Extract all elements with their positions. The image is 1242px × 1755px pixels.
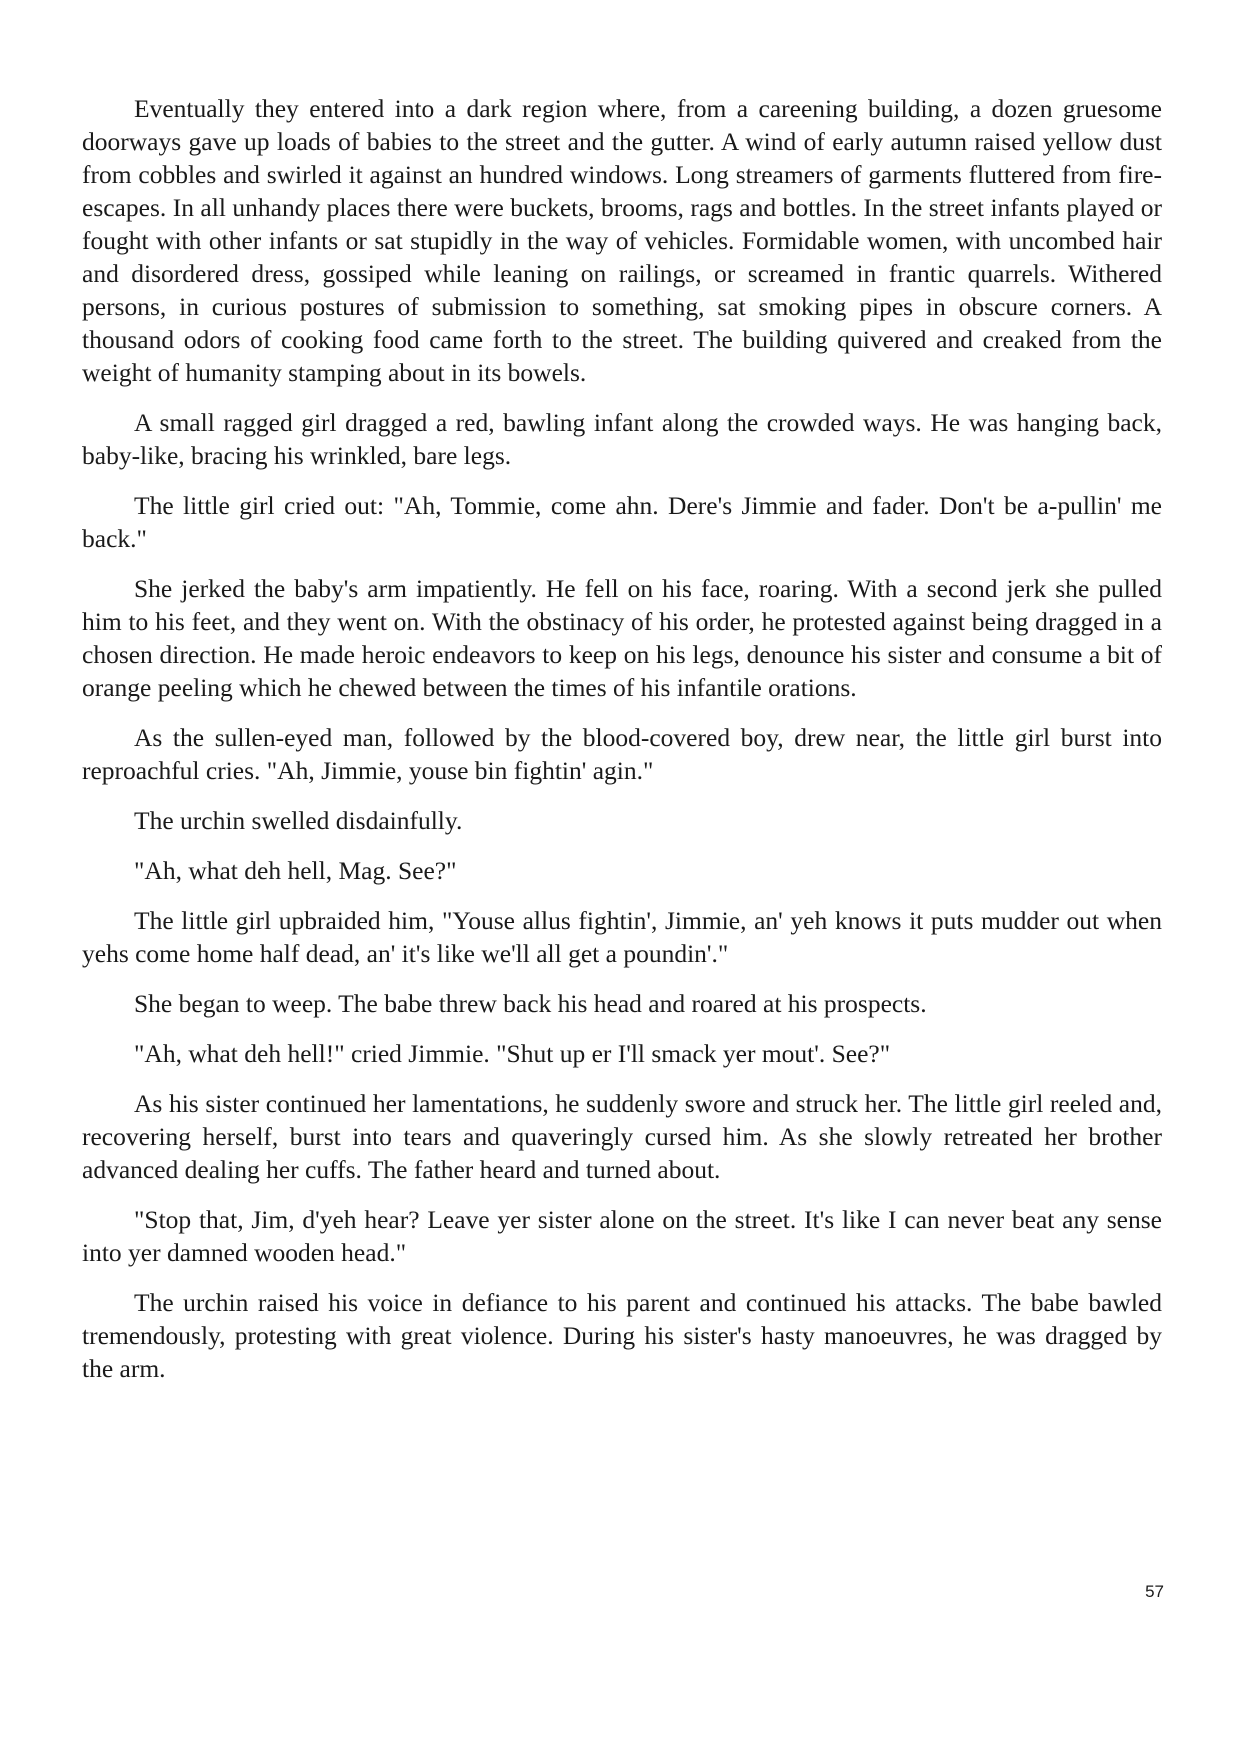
paragraph: A small ragged girl dragged a red, bawling infant along the crowded ways. He was hanging back, baby-like, bracing his wrinkled, bare legs. [82,408,1162,470]
paragraph: "Ah, what deh hell, Mag. See?" [134,856,457,885]
paragraph: "Ah, what deh hell!" cried Jimmie. "Shut up er I'll smack yer mout'. See?" [134,1039,891,1068]
body-text [82,92,1162,1402]
paragraph: She began to weep. The babe threw back his head and roared at his prospects. [134,989,927,1018]
paragraph: Eventually they entered into a dark region where, from a careening building, a dozen gruesome doorways gave up loads of babies to the street and the gutter. A wind of early autumn raised yellow dust from cobbles and swirled it against an hundred windows. Long streamers of garments fluttered from fire-escapes. In all unhandy places there were buckets, brooms, rags and bottles. In the street infants played or fought with other infants or sat stupidly in the way of vehicles. Formidable women, with uncombed hair and disordered dress, gossiped while leaning on railings, or screamed in frantic quarrels. Withered persons, in curious postures of submission to something, sat smoking pipes in obscure corners. A thousand odors of cooking food came forth to the street. The building quivered and creaked from the weight of humanity stamping about in its bowels. [82,94,1162,387]
paragraph: The little girl upbraided him, "Youse allus fightin', Jimmie, an' yeh knows it puts mudder out when yehs come home half dead, an' it's like we'll all get a poundin'." [82,906,1162,968]
paragraph: As his sister continued her lamentations, he suddenly swore and struck her. The little girl reeled and, recovering herself, burst into tears and quaveringly cursed him. As she slowly retreated her brother advanced dealing her cuffs. The father heard and turned about. [82,1089,1162,1184]
page-number: 57 [1145,1582,1164,1601]
paragraph: She jerked the baby's arm impatiently. He fell on his face, roaring. With a second jerk she pulled him to his feet, and they went on. With the obstinacy of his order, he protested against being dragged in a chosen direction. He made heroic endeavors to keep on his legs, denounce his sister and consume a bit of orange peeling which he chewed between the times of his infantile orations. [82,574,1162,702]
paragraph: As the sullen-eyed man, followed by the blood-covered boy, drew near, the little girl burst into reproachful cries. "Ah, Jimmie, youse bin fightin' agin." [82,723,1162,785]
paragraph: "Stop that, Jim, d'yeh hear? Leave yer sister alone on the street. It's like I can never beat any sense into yer damned wooden head." [82,1205,1162,1267]
paragraph: The little girl cried out: "Ah, Tommie, come ahn. Dere's Jimmie and fader. Don't be a-pullin' me back." [82,491,1162,553]
paragraph: The urchin swelled disdainfully. [134,806,463,835]
paragraph: The urchin raised his voice in defiance to his parent and continued his attacks. The babe bawled tremendously, protesting with great violence. During his sister's hasty manoeuvres, he was dragged by the arm. [82,1288,1162,1383]
